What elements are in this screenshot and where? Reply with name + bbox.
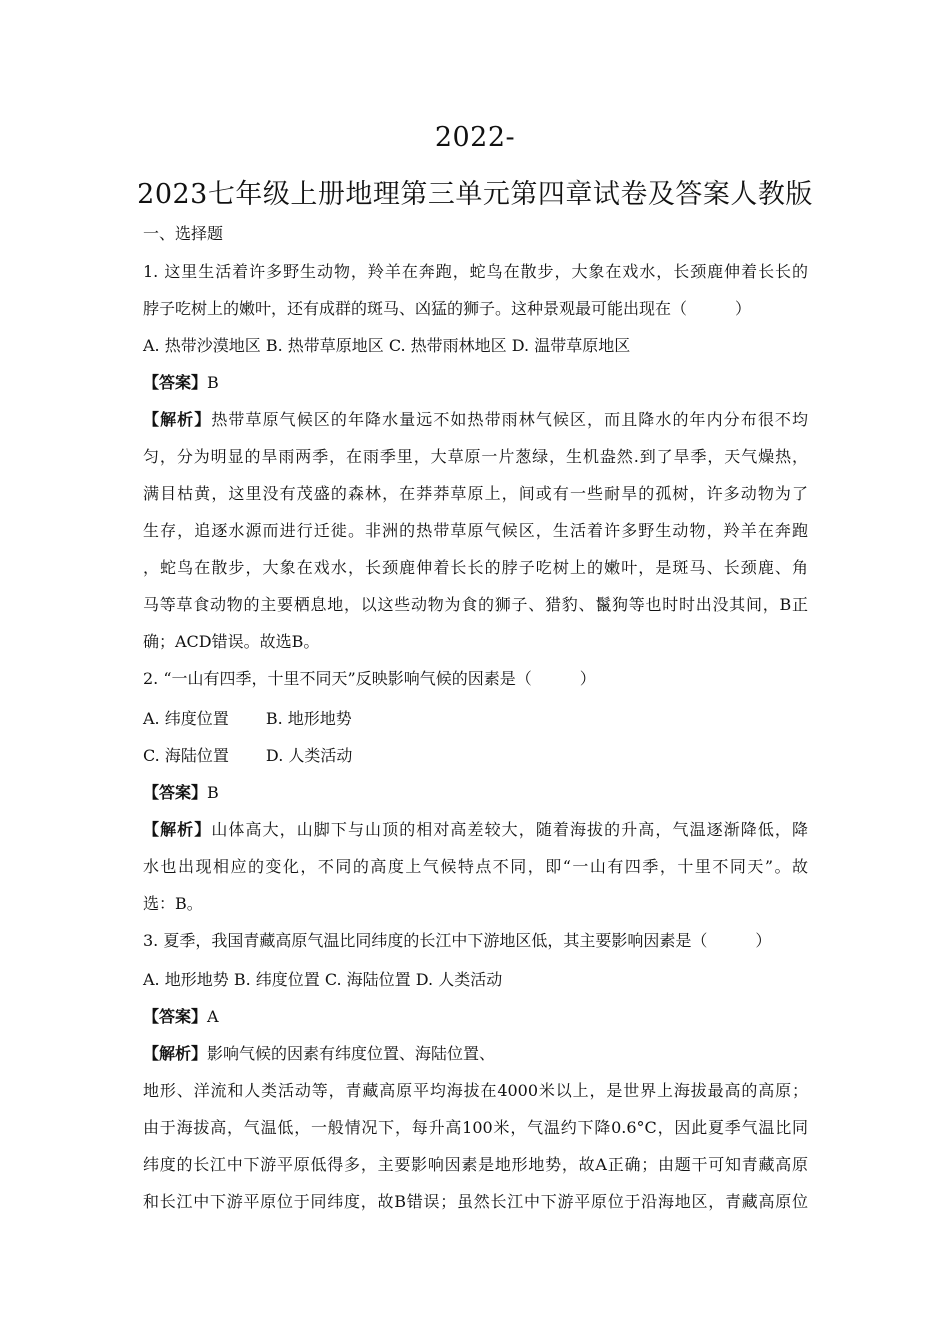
q1-analysis-line-6: 马等草食动物的主要栖息地，以这些动物为食的狮子、猎豹、鬣狗等也时时出没其间，B正 <box>143 595 808 614</box>
q1-analysis-line-3: 满目枯黄，这里没有茂盛的森林，在莽莽草原上，间或有一些耐旱的孤树，许多动物为了 <box>143 484 808 503</box>
q2-options-line-2: C. 海陆位置 D. 人类活动 <box>143 746 353 765</box>
q3-analysis-line-1 <box>143 1044 808 1064</box>
answer-value: B <box>207 783 219 802</box>
answer-tag: 【答案】 <box>143 1007 208 1026</box>
q3-options: A. 地形地势 B. 纬度位置 C. 海陆位置 D. 人类活动 <box>143 970 503 989</box>
q3-analysis-line-2: 地形、洋流和人类活动等，青藏高原平均海拔在4000米以上，是世界上海拔最高的高原； <box>143 1081 808 1100</box>
answer-value: B <box>207 373 219 392</box>
q1-analysis-line-2: 匀，分为明显的旱雨两季，在雨季里，大草原一片葱绿，生机盎然.到了旱季，天气燥热， <box>143 447 808 466</box>
analysis-text: 热带草原气候区的年降水量远不如热带雨林气候区，而且降水的年内分布很不均 <box>211 410 808 429</box>
analysis-tag: 【解析】 <box>143 1044 208 1063</box>
q1-analysis-line-4: 生存，追逐水源而进行迁徙。非洲的热带草原气候区，生活着许多野生动物，羚羊在奔跑 <box>143 521 808 540</box>
q3-stem: 3. 夏季，我国青藏高原气温比同纬度的长江中下游地区低，其主要影响因素是（ ） <box>143 931 772 950</box>
q1-analysis-line-5: ，蛇鸟在散步，大象在戏水，长颈鹿伸着长长的脖子吃树上的嫩叶，是斑马、长颈鹿、角 <box>143 558 808 577</box>
q2-analysis-line-2: 水也出现相应的变化，不同的高度上气候特点不同，即“一山有四季，十里不同天”。故 <box>143 857 808 876</box>
analysis-tag: 【解析】 <box>143 820 212 839</box>
analysis-tag: 【解析】 <box>143 410 212 429</box>
q3-answer <box>143 1007 808 1027</box>
q1-analysis-line-1 <box>143 410 808 430</box>
q2-answer <box>143 783 808 803</box>
q2-stem: 2. “一山有四季，十里不同天”反映影响气候的因素是（ ） <box>143 669 596 688</box>
q2-analysis-line-1 <box>143 820 808 840</box>
q1-options: A. 热带沙漠地区 B. 热带草原地区 C. 热带雨林地区 D. 温带草原地区 <box>143 336 631 355</box>
analysis-text: 影响气候的因素有纬度位置、海陆位置、 <box>207 1044 496 1063</box>
document-title-line-2: 2023七年级上册地理第三单元第四章试卷及答案人教版 <box>137 179 813 210</box>
q2-analysis-line-3: 选：B。 <box>143 894 203 913</box>
q3-analysis-line-4: 纬度的长江中下游平原低得多，主要影响因素是地形地势，故A正确；由题干可知青藏高原 <box>143 1155 808 1174</box>
q1-analysis-line-7: 确；ACD错误。故选B。 <box>143 632 320 651</box>
q3-analysis-line-3: 由于海拔高，气温低，一般情况下，每升高100米，气温约下降0.6°C，因此夏季气温比同 <box>143 1118 808 1137</box>
answer-tag: 【答案】 <box>143 783 208 802</box>
answer-value: A <box>207 1007 219 1026</box>
answer-tag: 【答案】 <box>143 373 208 392</box>
q2-options-line-1: A. 纬度位置 B. 地形地势 <box>143 709 352 728</box>
q1-stem-line-1: 1. 这里生活着许多野生动物，羚羊在奔跑，蛇鸟在散步，大象在戏水，长颈鹿伸着长长的 <box>143 262 808 281</box>
q1-stem-line-2: 脖子吃树上的嫩叶，还有成群的斑马、凶猛的狮子。这种景观最可能出现在（ ） <box>143 299 752 318</box>
analysis-text: 山体高大，山脚下与山顶的相对高差较大，随着海拔的升高，气温逐渐降低，降 <box>211 820 808 839</box>
q1-answer <box>143 373 808 393</box>
document-title-line-1: 2022- <box>434 122 516 153</box>
q3-analysis-line-5: 和长江中下游平原位于同纬度，故B错误；虽然长江中下游平原位于沿海地区，青藏高原位 <box>143 1192 808 1211</box>
section-heading: 一、选择题 <box>143 224 224 243</box>
